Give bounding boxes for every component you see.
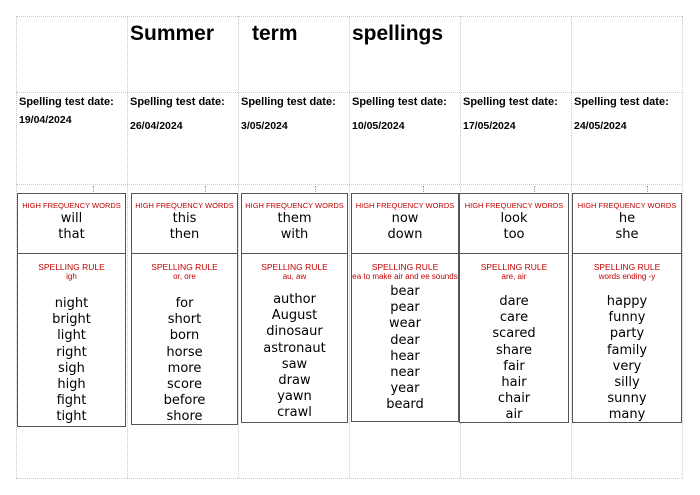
high-frequency-heading: HIGH FREQUENCY WORDS	[245, 201, 344, 210]
spelling-word: saw	[281, 356, 308, 372]
high-frequency-word: that	[58, 227, 85, 242]
spelling-word: hair	[501, 375, 527, 391]
test-date: 3/05/2024	[241, 120, 288, 132]
spelling-word: pear	[390, 300, 420, 316]
spelling-word: light	[57, 328, 86, 344]
spelling-word: high	[57, 377, 86, 393]
table-gridline	[349, 16, 350, 478]
high-frequency-box	[459, 193, 569, 253]
tick-mark	[423, 186, 425, 192]
spelling-word: sigh	[58, 360, 85, 376]
high-frequency-word: he	[618, 211, 636, 226]
spelling-word: dare	[499, 294, 529, 309]
spelling-word: very	[612, 358, 642, 374]
spelling-word: tight	[56, 409, 87, 425]
tick-mark	[93, 186, 95, 192]
spelling-word: born	[169, 328, 200, 344]
high-frequency-word: will	[60, 211, 83, 226]
tick-mark	[647, 186, 649, 192]
spelling-word: happy	[606, 294, 648, 309]
high-frequency-word: then	[169, 227, 200, 242]
spelling-rule-heading: SPELLING RULE	[151, 262, 218, 272]
spelling-word: sunny	[607, 391, 647, 407]
spelling-rule-heading: SPELLING RULE	[480, 262, 548, 272]
spelling-word: right	[56, 344, 87, 360]
spelling-rule-box	[131, 253, 238, 425]
date-label: Spelling test date:	[574, 96, 669, 108]
spelling-word: hear	[390, 348, 420, 364]
spelling-word: before	[163, 393, 206, 409]
date-label: Spelling test date:	[19, 96, 114, 108]
spelling-word: yawn	[277, 389, 312, 405]
test-date: 24/05/2024	[574, 120, 627, 132]
spelling-word: air	[505, 407, 523, 423]
test-date: 17/05/2024	[463, 120, 516, 132]
spelling-rule-box	[241, 253, 348, 423]
spelling-word: short	[167, 312, 202, 328]
spelling-word: score	[167, 377, 202, 393]
spelling-rule-box	[351, 253, 459, 422]
week-column-3	[241, 193, 348, 423]
week-column-6	[572, 193, 682, 423]
spelling-word: chair	[497, 391, 531, 407]
title-word-term: term	[252, 22, 298, 45]
spelling-word: astronaut	[263, 340, 326, 356]
high-frequency-word: too	[503, 227, 525, 242]
week-column-5	[459, 193, 569, 423]
spelling-rule-box	[572, 253, 682, 423]
date-label: Spelling test date:	[241, 96, 336, 108]
high-frequency-box	[17, 193, 126, 253]
spelling-word: fight	[56, 393, 87, 409]
tick-mark	[205, 186, 207, 192]
high-frequency-word: now	[391, 211, 419, 226]
spelling-rule-heading: SPELLING RULE	[593, 262, 661, 272]
high-frequency-word: look	[500, 211, 528, 226]
high-frequency-word: this	[172, 211, 197, 226]
spelling-rule-pattern: words ending -y	[598, 272, 656, 281]
spelling-word: scared	[492, 326, 536, 342]
spelling-word: near	[390, 365, 420, 381]
test-date: 10/05/2024	[352, 120, 405, 132]
date-label: Spelling test date:	[463, 96, 558, 108]
spelling-rule-box	[17, 253, 126, 427]
spelling-word: shore	[166, 409, 203, 425]
spelling-word: night	[54, 296, 89, 311]
spelling-rule-heading: SPELLING RULE	[38, 262, 105, 272]
week-column-2	[131, 193, 238, 425]
high-frequency-word: down	[387, 227, 423, 242]
high-frequency-heading: HIGH FREQUENCY WORDS	[577, 201, 677, 210]
spelling-rule-pattern: are, air	[501, 272, 527, 281]
spelling-word: share	[495, 342, 533, 358]
table-gridline	[16, 16, 682, 17]
table-gridline	[16, 478, 682, 479]
spelling-word: many	[608, 407, 646, 423]
high-frequency-word: with	[280, 227, 309, 242]
table-gridline	[127, 16, 128, 478]
spelling-word: silly	[614, 375, 640, 391]
spelling-word: funny	[608, 310, 646, 326]
spelling-word: August	[271, 308, 318, 324]
spelling-word: more	[167, 360, 202, 376]
test-date: 19/04/2024	[19, 114, 72, 126]
spelling-word: care	[499, 310, 529, 326]
spelling-rule-pattern: au, aw	[282, 272, 307, 281]
spelling-rule-heading: SPELLING RULE	[371, 262, 439, 272]
spelling-word: dinosaur	[266, 324, 323, 340]
spelling-word: wear	[389, 316, 421, 332]
title-word-spellings: spellings	[352, 22, 444, 45]
spelling-word: author	[273, 292, 316, 307]
title-word-summer: Summer	[130, 22, 215, 45]
spelling-word: crawl	[277, 405, 312, 421]
high-frequency-heading: HIGH FREQUENCY WORDS	[355, 201, 455, 210]
table-gridline	[682, 16, 683, 478]
spelling-word: bright	[52, 312, 91, 328]
table-gridline	[16, 184, 682, 185]
high-frequency-heading: HIGH FREQUENCY WORDS	[22, 201, 121, 210]
week-column-4	[351, 193, 459, 422]
spelling-word: bear	[390, 284, 420, 299]
week-column-1	[17, 193, 126, 427]
spelling-word: year	[390, 381, 420, 397]
spelling-word: draw	[278, 373, 311, 389]
high-frequency-heading: HIGH FREQUENCY WORDS	[464, 201, 564, 210]
spelling-word: party	[609, 326, 645, 342]
high-frequency-box	[241, 193, 348, 253]
tick-mark	[534, 186, 536, 192]
high-frequency-word: them	[277, 211, 312, 226]
high-frequency-heading: HIGH FREQUENCY WORDS	[135, 201, 234, 210]
spelling-word: dear	[390, 332, 420, 348]
spelling-rule-heading: SPELLING RULE	[261, 262, 328, 272]
high-frequency-box	[351, 193, 459, 253]
spelling-rule-pattern: ea to make air and ee sounds	[352, 272, 458, 281]
spelling-rule-pattern: igh	[66, 272, 77, 281]
spelling-rule-pattern: or, ore	[173, 272, 196, 281]
high-frequency-word: she	[615, 227, 639, 242]
spelling-word: horse	[166, 344, 203, 360]
high-frequency-box	[131, 193, 238, 253]
tick-mark	[315, 186, 317, 192]
high-frequency-box	[572, 193, 682, 253]
date-label: Spelling test date:	[130, 96, 225, 108]
table-gridline	[16, 92, 682, 93]
spelling-word: family	[606, 342, 648, 358]
spelling-word: for	[175, 296, 194, 311]
spelling-rule-box	[459, 253, 569, 423]
test-date: 26/04/2024	[130, 120, 183, 132]
table-gridline	[238, 16, 239, 478]
spelling-word: fair	[503, 358, 525, 374]
date-label: Spelling test date:	[352, 96, 447, 108]
spelling-word: beard	[386, 397, 424, 413]
